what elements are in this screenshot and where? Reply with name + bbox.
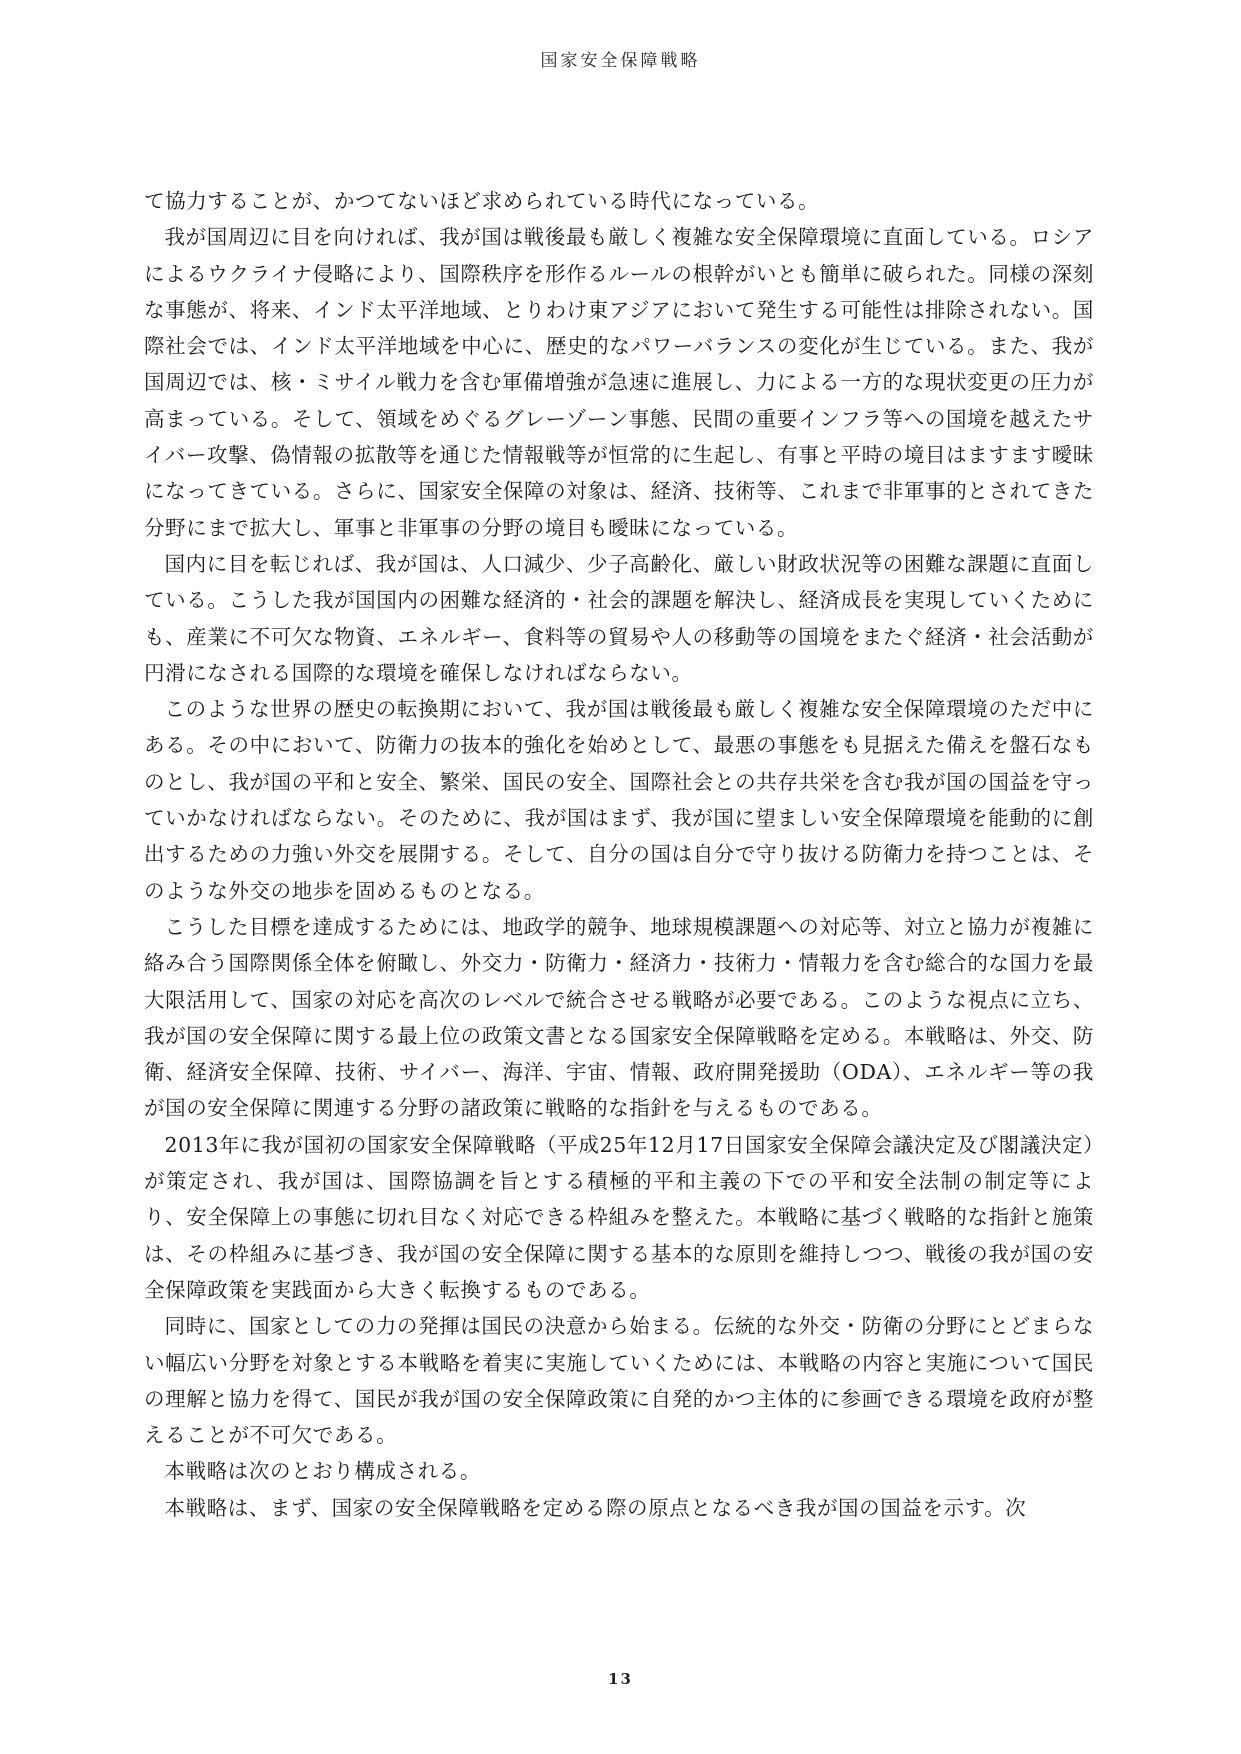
paragraph-7: 同時に、国家としての力の発揮は国民の決意から始まる。伝統的な外交・防衛の分野にとどまらない幅広い分野を対象とする本戦略を着実に実施していくためには、本戦略の内容と実施について国民の理解と協力を得て、国民が我が国の安全保障政策に自発的かつ主体的に参画できる環境を政府が整えることが不可欠である。 <box>144 1314 1094 1448</box>
paragraph-3: 国内に目を転じれば、我が国は、人口減少、少子高齢化、厳しい財政状況等の困難な課題に直面している。こうした我が国国内の困難な経済的・社会的課題を解決し、経済成長を実現していくためにも、産業に不可欠な物資、エネルギー、食料等の貿易や人の移動等の国境をまたぐ経済・社会活動が円滑になされる国際的な環境を確保しなければならない。 <box>144 551 1094 685</box>
paragraph-1: て協力することが、かつてないほど求められている時代になっている。 <box>144 189 820 213</box>
running-header: 国家安全保障戦略 <box>540 51 701 71</box>
page-number: 13 <box>608 1670 633 1688</box>
paragraph-6: 2013年に我が国初の国家安全保障戦略（平成25年12月17日国家安全保障会議決定及び閣議決定）が策定され、我が国は、国際協調を旨とする積極的平和主義の下での平和安全法制の制定等により、安全保障上の事態に切れ目なく対応できる枠組みを整えた。本戦略に基づく戦略的な指針と施策は、その枠組みに基づき、我が国の安全保障に関する基本的な原則を維持しつつ、戦後の我が国の安全保障政策を実践面から大きく転換するものである。 <box>144 1132 1094 1302</box>
paragraph-4: このような世界の歴史の転換期において、我が国は戦後最も厳しく複雑な安全保障環境のただ中にある。その中において、防衛力の抜本的強化を始めとして、最悪の事態をも見据えた備えを盤石なものとし、我が国の平和と安全、繁栄、国民の安全、国際社会との共存共栄を含む我が国の国益を守っていかなければならない。そのために、我が国はまず、我が国に望ましい安全保障環境を能動的に創出するための力強い外交を展開する。そして、自分の国は自分で守り抜ける防衛力を持つことは、そのような外交の地歩を固めるものとなる。 <box>144 697 1094 903</box>
paragraph-9: 本戦略は、まず、国家の安全保障戦略を定める際の原点となるべき我が国の国益を示す。次 <box>164 1495 1027 1520</box>
paragraph-8: 本戦略は次のとおり構成される。 <box>164 1459 481 1484</box>
paragraph-5: こうした目標を達成するためには、地政学的競争、地球規模課題への対応等、対立と協力が複雑に絡み合う国際関係全体を俯瞰し、外交力・防衛力・経済力・技術力・情報力を含む総合的な国力を最大限活用して、国家の対応を高次のレベルで統合させる戦略が必要である。このような視点に立ち、我が国の安全保障に関する最上位の政策文書となる国家安全保障戦略を定める。本戦略は、外交、防衛、経済安全保障、技術、サイバー、海洋、宇宙、情報、政府開発援助（ODA）、エネルギー等の我が国の安全保障に関連する分野の諸政策に戦略的な指針を与えるものである。 <box>144 914 1094 1121</box>
paragraph-2: 我が国周辺に目を向ければ、我が国は戦後最も厳しく複雑な安全保障環境に直面している。ロシアによるウクライナ侵略により、国際秩序を形作るルールの根幹がいとも簡単に破られた。同様の深刻な事態が、将来、インド太平洋地域、とりわけ東アジアにおいて発生する可能性は排除されない。国際社会では、インド太平洋地域を中心に、歴史的なパワーバランスの変化が生じている。また、我が国周辺では、核・ミサイル戦力を含む軍備増強が急速に進展し、力による一方的な現状変更の圧力が高まっている。そして、領域をめぐるグレーゾーン事態、民間の重要インフラ等への国境を越えたサイバー攻撃、偽情報の拡散等を通じた情報戦等が恒常的に生起し、有事と平時の境目はますます曖昧になってきている。さらに、国家安全保障の対象は、経済、技術等、これまで非軍事的とされてきた分野にまで拡大し、軍事と非軍事の分野の境目も曖昧になっている。 <box>144 225 1094 540</box>
body-text <box>144 183 1094 1526</box>
